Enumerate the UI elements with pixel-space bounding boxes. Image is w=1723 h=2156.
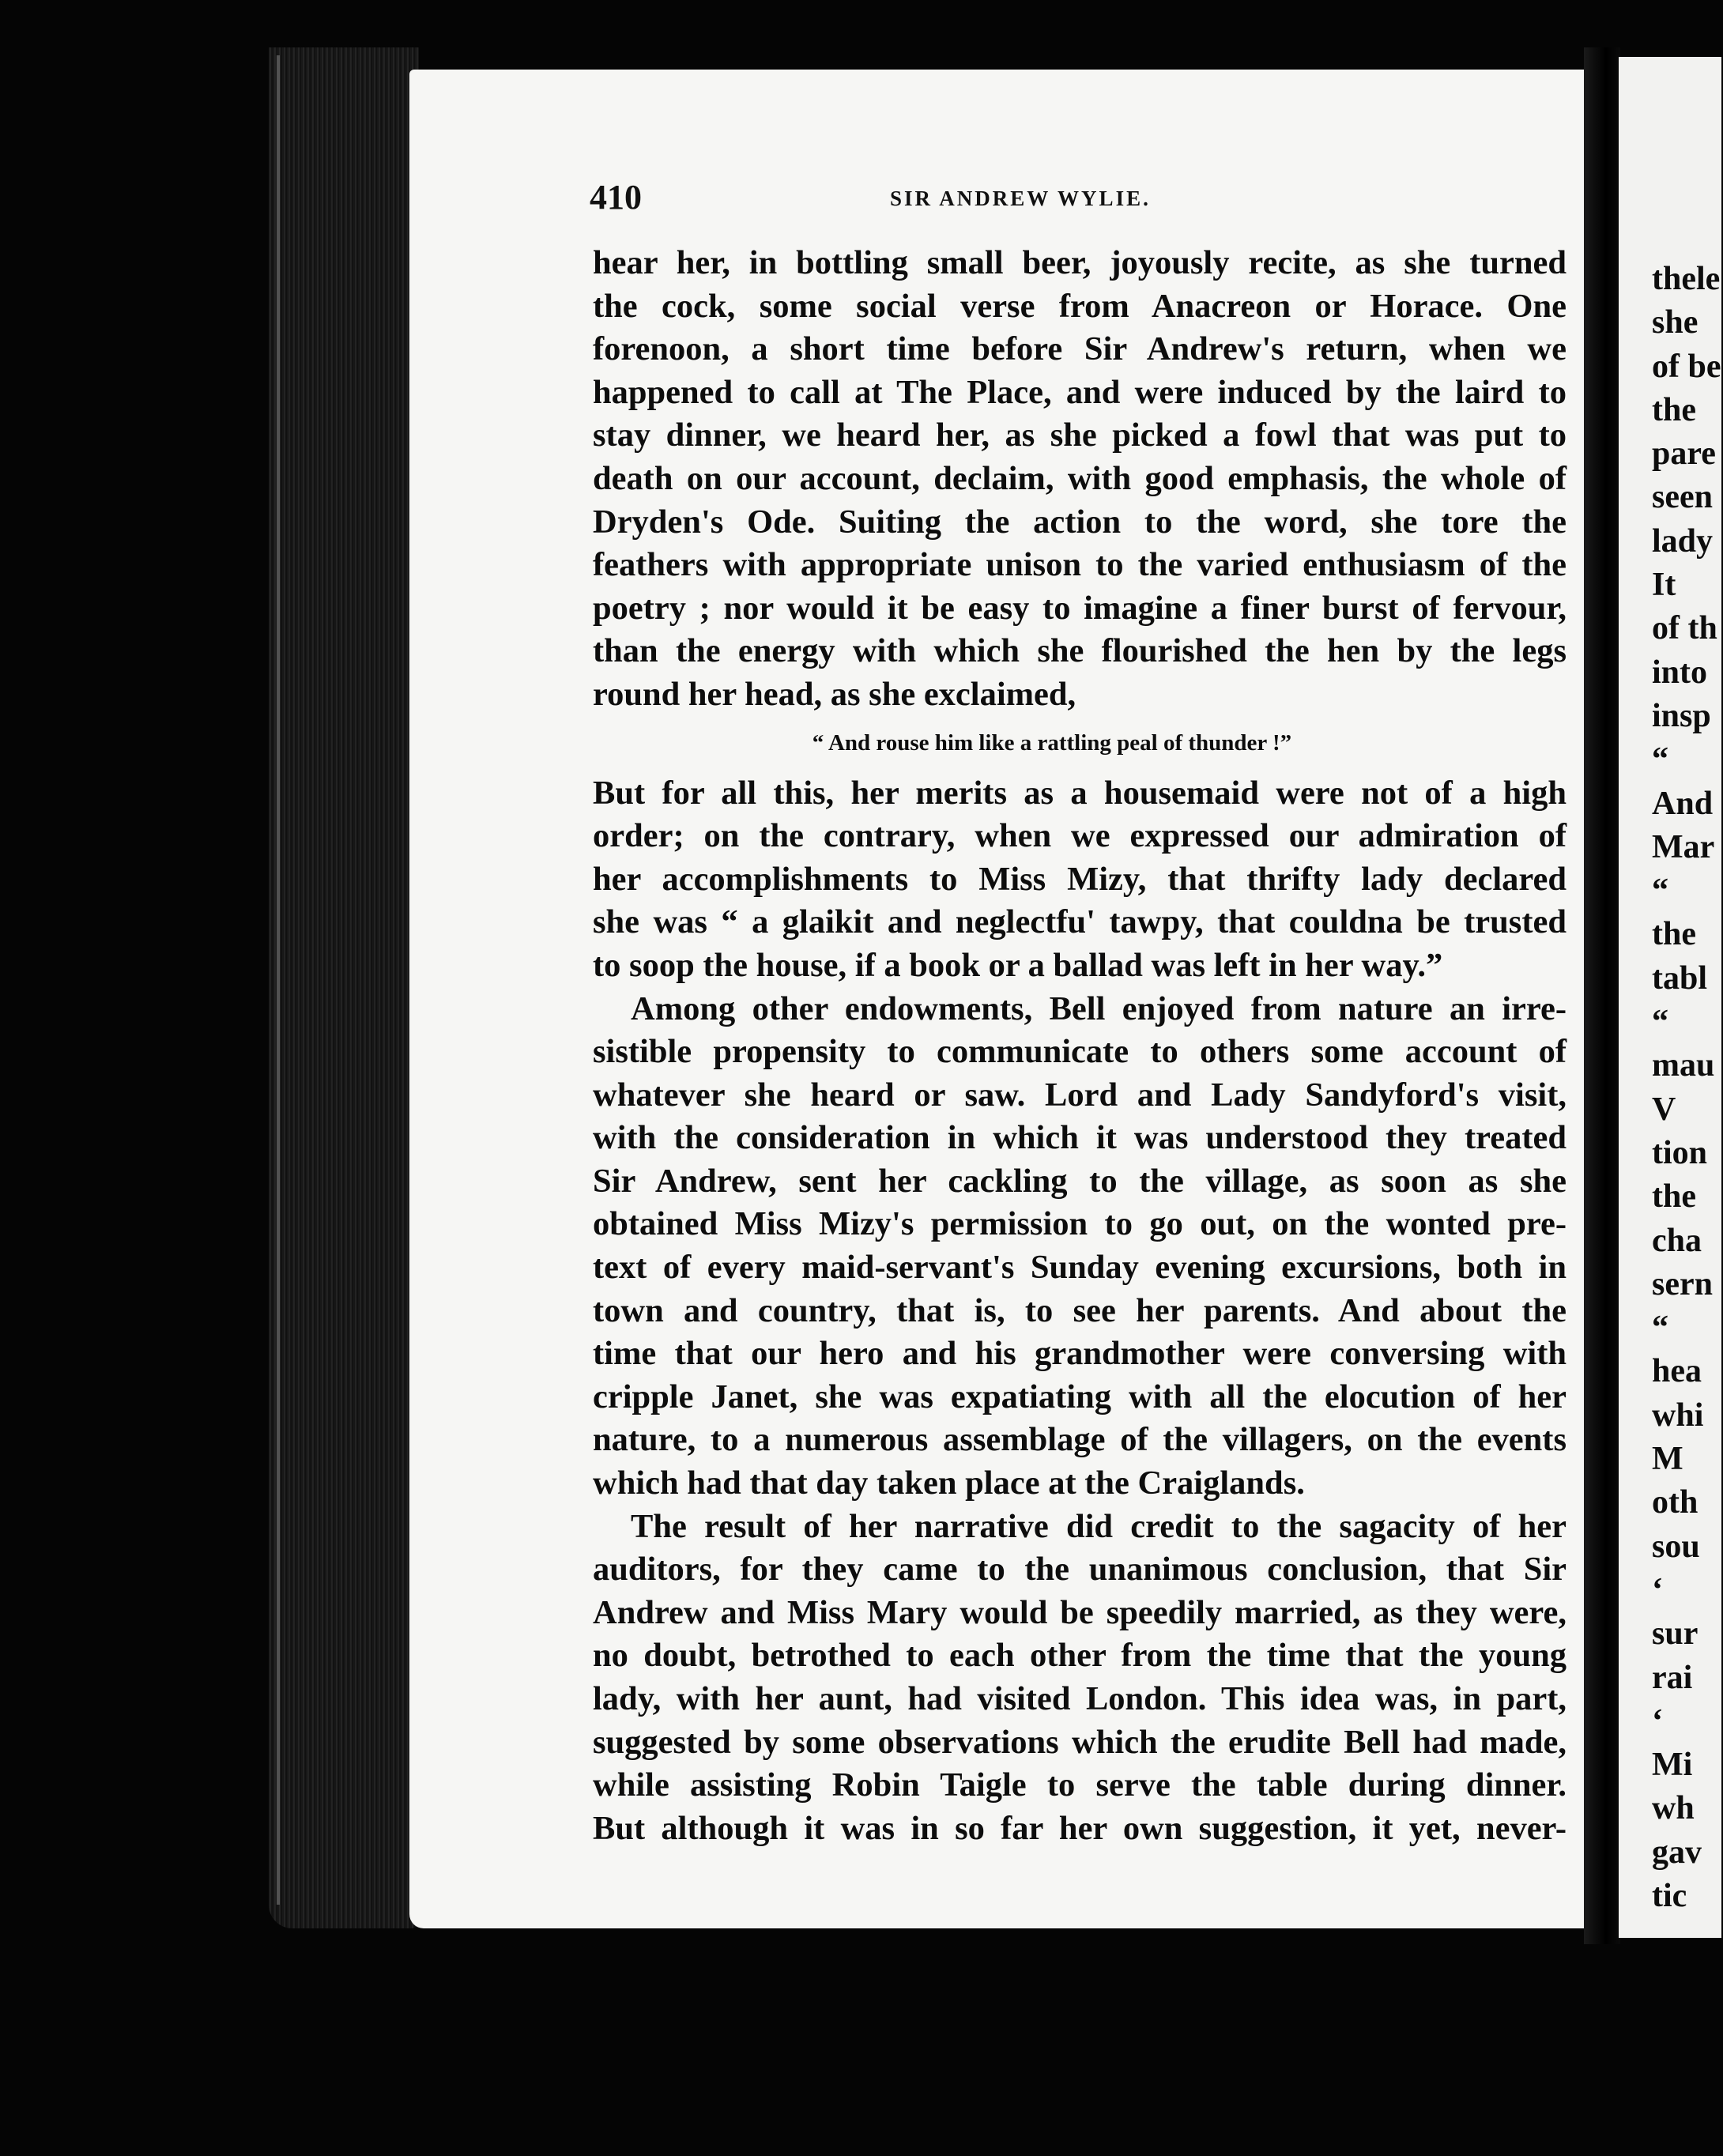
- paragraph-2: [593, 772, 1567, 988]
- text-line: she was “ a glaikit and neglectfu' tawpy, that couldna be trusted: [593, 903, 1567, 941]
- facing-page-fragment: It: [1652, 567, 1676, 604]
- facing-page-fragment: seen: [1652, 479, 1713, 516]
- facing-page-fragment: And: [1652, 785, 1714, 822]
- verse-quote: “ And rouse him like a rattling peal of thunder !”: [812, 729, 1292, 756]
- text-line: lady, with her aunt, had visited London. This idea was, in part,: [593, 1680, 1567, 1717]
- facing-page-fragment: wh: [1652, 1790, 1695, 1827]
- text-line: happened to call at The Place, and were induced by the laird to: [593, 373, 1567, 411]
- text-line: while assisting Robin Taigle to serve the table during dinner.: [593, 1766, 1567, 1804]
- facing-page-fragment: sern: [1652, 1265, 1713, 1302]
- text-line: whatever she heard or saw. Lord and Lady Sandyford's visit,: [593, 1076, 1567, 1114]
- facing-page-fragment: M: [1652, 1441, 1683, 1478]
- facing-page-fragment: tabl: [1652, 959, 1708, 997]
- text-line: town and country, that is, to see her parents. And about the: [593, 1291, 1567, 1329]
- facing-page-fragment: “: [1652, 1310, 1668, 1347]
- text-line: text of every maid-servant's Sunday evening excursions, both in: [593, 1249, 1567, 1287]
- text-line: suggested by some observations which the erudite Bell had made,: [593, 1723, 1567, 1761]
- text-line: her accomplishments to Miss Mizy, that thrifty lady declared: [593, 860, 1567, 898]
- text-line: But for all this, her merits as a housemaid were not of a high: [593, 774, 1567, 812]
- text-line: no doubt, betrothed to each other from the time that the young: [593, 1637, 1567, 1675]
- facing-page-fragment: cha: [1652, 1222, 1702, 1259]
- text-line: obtained Miss Mizy's permission to go out, on the wonted pre-: [593, 1205, 1567, 1243]
- text-line: death on our account, declaim, with good emphasis, the whole of: [593, 459, 1567, 497]
- text-line: order; on the contrary, when we expressed our admiration of: [593, 817, 1567, 855]
- facing-page-fragment: Mi: [1652, 1747, 1693, 1784]
- facing-page-fragment: tic: [1652, 1877, 1687, 1914]
- facing-page-fragment: whi: [1652, 1396, 1704, 1434]
- facing-page-fragment: hea: [1652, 1353, 1702, 1390]
- text-line: auditors, for they came to the unanimous conclusion, that Sir: [593, 1551, 1567, 1589]
- facing-page-fragment: “: [1652, 873, 1668, 910]
- book-page-edge: [269, 47, 419, 1928]
- book-page: [409, 70, 1590, 1928]
- facing-page-fragment: the: [1652, 391, 1696, 428]
- facing-page-fragment: of th: [1652, 610, 1717, 647]
- text-line: poetry ; nor would it be easy to imagine a finer burst of fervour,: [593, 589, 1567, 627]
- paragraph-4: [593, 1506, 1567, 1851]
- gutter-shadow: [1584, 47, 1620, 1944]
- text-line-last: which had that day taken place at the Craiglands.: [593, 1464, 1305, 1502]
- facing-page-fragment: tion: [1652, 1134, 1708, 1171]
- facing-page-fragment: V: [1652, 1091, 1676, 1128]
- text-line: But although it was in so far her own suggestion, it yet, never-: [593, 1809, 1567, 1847]
- facing-page-fragment: mau: [1652, 1047, 1715, 1084]
- facing-page-fragment: pare: [1652, 435, 1716, 473]
- text-line: the cock, some social verse from Anacreon or Horace. One: [593, 287, 1567, 325]
- facing-page-fragment: oth: [1652, 1484, 1698, 1521]
- text-line: sistible propensity to communicate to others some account of: [593, 1033, 1567, 1071]
- text-line: Dryden's Ode. Suiting the action to the word, she tore the: [593, 503, 1567, 541]
- facing-page-fragment: insp: [1652, 697, 1711, 734]
- facing-page-fragment: lady: [1652, 522, 1714, 560]
- facing-page-fragment: sur: [1652, 1615, 1698, 1653]
- facing-page-text: [1652, 258, 1723, 1918]
- page-number: 410: [590, 178, 642, 217]
- book-title: SIR ANDREW WYLIE.: [890, 187, 1151, 210]
- running-head: [590, 177, 1506, 224]
- text-line: stay dinner, we heard her, as she picked a fowl that was put to: [593, 416, 1567, 454]
- facing-page-fragment: gav: [1652, 1834, 1702, 1871]
- facing-page-fragment: Mar: [1652, 828, 1715, 865]
- text-line-last: round her head, as she exclaimed,: [593, 675, 1076, 713]
- text-line: Andrew and Miss Mary would be speedily married, as they were,: [593, 1593, 1567, 1631]
- text-line: than the energy with which she flourished the hen by the legs: [593, 632, 1567, 670]
- text-line: forenoon, a short time before Sir Andrew's return, when we: [593, 330, 1567, 368]
- facing-page-fragment: the: [1652, 1178, 1696, 1216]
- facing-page-fragment: into: [1652, 654, 1708, 691]
- text-line: cripple Janet, she was expatiating with all the elocution of her: [593, 1378, 1567, 1415]
- text-line: time that our hero and his grandmother were conversing with: [593, 1335, 1567, 1373]
- facing-page-fragment: “: [1652, 1004, 1668, 1041]
- text-line: The result of her narrative did credit to the sagacity of her: [631, 1507, 1567, 1545]
- facing-page-fragment: of be: [1652, 348, 1721, 385]
- paragraph-1: [593, 242, 1567, 717]
- facing-page-fragment: ‘: [1652, 1702, 1663, 1740]
- facing-page-fragment: ‘: [1652, 1571, 1663, 1608]
- text-line: with the consideration in which it was understood they treated: [593, 1119, 1567, 1157]
- body-text: [593, 242, 1567, 1850]
- page-edge-highlight: [277, 55, 280, 1905]
- text-line: Sir Andrew, sent her cackling to the village, as soon as she: [593, 1162, 1567, 1200]
- facing-page-fragment: thele: [1652, 261, 1721, 297]
- paragraph-3: [593, 988, 1567, 1506]
- text-line: Among other endowments, Bell enjoyed from nature an irre-: [631, 989, 1567, 1027]
- facing-page-fragment: she: [1652, 304, 1698, 341]
- facing-page-fragment: sou: [1652, 1528, 1700, 1565]
- facing-page-fragment: the: [1652, 916, 1696, 953]
- text-line: hear her, in bottling small beer, joyously recite, as she turned: [593, 244, 1567, 281]
- text-line: nature, to a numerous assemblage of the villagers, on the events: [593, 1421, 1567, 1459]
- text-line-last: to soop the house, if a book or a ballad was left in her way.”: [593, 946, 1443, 984]
- text-line: feathers with appropriate unison to the varied enthusiasm of the: [593, 546, 1567, 584]
- facing-page-fragment: rai: [1652, 1659, 1693, 1696]
- facing-page-fragment: “: [1652, 741, 1668, 778]
